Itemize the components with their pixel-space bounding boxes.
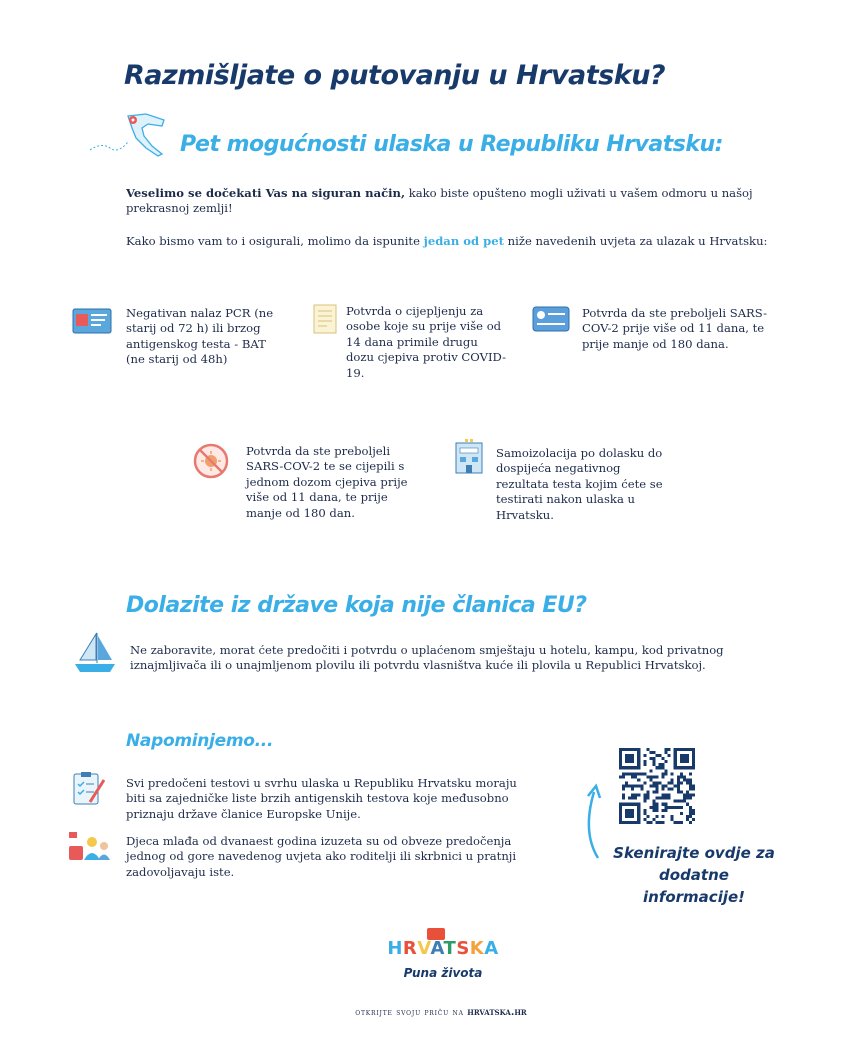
note-children: Djeca mlađa od dvanaest godina izuzeta su od obveze predočenja jednog od gore navedenog uvjeta ako roditelji ili skrbnici u pratnji zadovoljavaju iste. xyxy=(126,834,517,879)
intro-rest: kako biste opušteno mogli uživati u vašem odmoru u našoj prekrasnoj zemlji! xyxy=(126,186,753,216)
qr-code[interactable] xyxy=(619,748,695,824)
certificate-icon xyxy=(313,304,337,334)
intro-line2 xyxy=(126,234,786,249)
intro-bold: Veselimo se dočekati Vas na siguran način, xyxy=(126,186,406,200)
logo-letter: K xyxy=(469,938,485,959)
intro-line2-pre: Kako bismo vam to i osigurali, molimo da ispunite xyxy=(126,234,424,248)
test-card-icon xyxy=(72,308,112,334)
no-virus-icon xyxy=(192,442,230,480)
intro-paragraph xyxy=(126,186,766,217)
id-card-icon xyxy=(532,306,570,332)
logo-letter: S xyxy=(456,938,470,959)
family-icon xyxy=(68,830,112,862)
section-subtitle: Pet mogućnosti ulaska u Republiku Hrvatsku: xyxy=(180,132,723,157)
note-tests: Svi predočeni testovi u svrhu ulaska u Republiku Hrvatsku moraju biti sa zajedničke liste brzih antigenskih testova koje međusobno priznaju države članice Europske Unije. xyxy=(126,776,517,821)
logo-tagline: Puna života xyxy=(403,966,483,980)
curved-arrow-icon xyxy=(578,782,610,862)
condition-pcr-test: Negativan nalaz PCR (ne starij od 72 h) ili brzog antigenskog testa - BAT (ne starij od 48h) xyxy=(126,306,274,367)
condition-vaccination: Potvrda o cijepljenju za osobe koje su prije više od 14 dana primile drugu dozu cjepiva protiv COVID-19. xyxy=(346,304,506,380)
logo-brand xyxy=(380,938,506,959)
condition-recovered: Potvrda da ste preboljeli SARS-COV-2 prije više od 11 dana, te prije manje od 180 dana. xyxy=(582,306,768,351)
logo-letter: A xyxy=(430,938,444,959)
croatia-map-icon xyxy=(88,112,172,162)
footer-link[interactable] xyxy=(326,1007,556,1018)
non-eu-text: Ne zaboravite, morat ćete predočiti i potvrdu o uplaćenom smještaju u hotelu, kampu, kod privatnog iznajmljivača ili o unajmljenom plovilu ili potvrdu vlasništva kuće ili plovila u Republici Hrvatskoj. xyxy=(130,643,724,673)
logo-letter: T xyxy=(443,938,457,959)
logo-letter: V xyxy=(417,938,431,959)
qr-caption xyxy=(610,842,778,908)
page-title: Razmišljate o putovanju u Hrvatsku? xyxy=(124,60,666,91)
intro-highlight: jedan od pet xyxy=(423,234,504,248)
non-eu-heading: Dolazite iz države koja nije članica EU? xyxy=(126,593,587,618)
checklist-icon xyxy=(70,770,106,806)
logo-letter: H xyxy=(387,938,403,959)
condition-self-isolation: Samoizolacija po dolasku do dospijeća negativnog rezultata testa kojim ćete se testirati nakon ulaska u Hrvatsku. xyxy=(496,446,663,522)
qr-caption-line2: dodatne informacije! xyxy=(643,866,745,906)
qr-caption-line1: Skenirajte ovdje za xyxy=(613,844,775,862)
hrvatska-logo xyxy=(380,928,506,990)
condition-recovered-vaccinated: Potvrda da ste preboljeli SARS-COV-2 te se cijepili s jednom dozom cjepiva prije više od 11 dana, te prije manje od 180 dan. xyxy=(246,444,408,520)
logo-letter: R xyxy=(402,938,418,959)
intro-line2-post: niže navedenih uvjeta za ulazak u Hrvatsku: xyxy=(504,234,768,248)
boat-icon xyxy=(72,630,118,676)
logo-letter: A xyxy=(484,938,499,959)
footer-url[interactable]: hrvatska.hr xyxy=(467,1007,527,1018)
hotel-icon xyxy=(454,438,484,474)
footer-pre: otkrijte svoju priču na xyxy=(355,1008,468,1018)
notes-heading: Napominjemo... xyxy=(126,731,274,751)
